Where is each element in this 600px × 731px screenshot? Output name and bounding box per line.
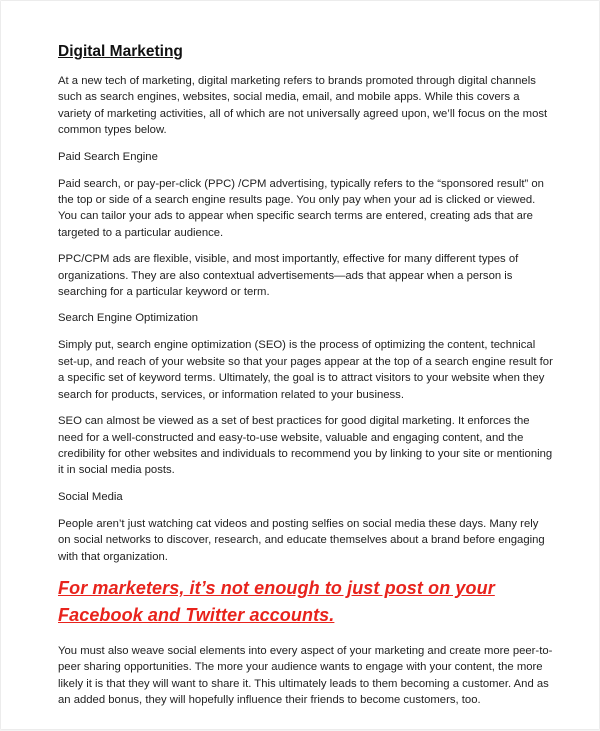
paid-search-paragraph-1: Paid search, or pay-per-click (PPC) /CPM advertising, typically refers to the “sponsored result” on the top or side of a search engine results page. You only pay when your ad is clicked or viewed. You can tailor your ads to appear when specific search terms are entered, creating ads that are targeted to a particular audience.: [58, 177, 544, 239]
section-heading-seo: Search Engine Optimization: [58, 312, 199, 325]
seo-paragraph-1: Simply put, search engine optimization (SEO) is the process of optimizing the content, technical set-up, and reach of your website so that your pages appear at the top of a search engine result for a specific set of keyword terms. Ultimately, the goal is to attract visitors to your website when they search for products, services, or information related to your business.: [58, 339, 553, 401]
paid-search-paragraph-2: PPC/CPM ads are flexible, visible, and most importantly, effective for many different types of organizations. They are also contextual advertisements—ads that appear when a person is searching for a particular keyword or term.: [58, 253, 519, 299]
social-media-paragraph-1: People aren’t just watching cat videos and posting selfies on social media these days. Many rely on social networks to discover, research, and educate themselves about a brand before engaging with that organization.: [58, 517, 545, 563]
intro-paragraph: At a new tech of marketing, digital marketing refers to brands promoted through digital channels such as search engines, websites, social media, email, and mobile apps. While this covers a variety of marketing activities, all of which are not universally agreed upon, we’ll focus on the most common types below.: [58, 75, 548, 137]
social-media-closing-paragraph: You must also weave social elements into every aspect of your marketing and create more peer-to-peer sharing opportunities. The more your audience wants to engage with your content, the more likely it is that they will want to share it. This ultimately leads to them becoming a customer. And as an added bonus, they will hopefully influence their friends to become customers, too.: [58, 644, 553, 707]
seo-paragraph-2: SEO can almost be viewed as a set of best practices for good digital marketing. It enforces the need for a well-constructed and easy-to-use website, valuable and engaging content, and the credibility for other websites and individuals to recommend you by linking to your site or mentioning it in social media posts.: [58, 415, 553, 477]
section-heading-social-media: Social Media: [58, 490, 123, 503]
document-page: [1, 1, 599, 729]
document-title: Digital Marketing: [58, 43, 183, 60]
callout-quote: For marketers, it’s not enough to just post on your Facebook and Twitter accounts.: [58, 577, 495, 625]
section-heading-paid-search: Paid Search Engine: [58, 150, 158, 163]
